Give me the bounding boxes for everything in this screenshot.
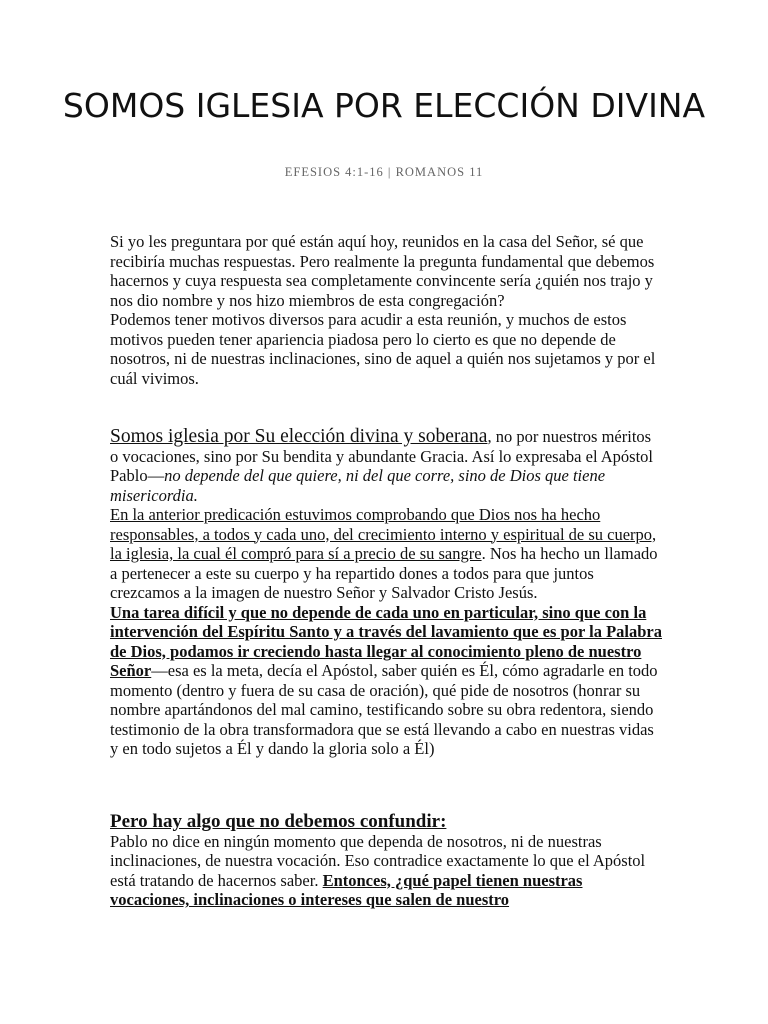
election-paragraph-1-text: , no por nuestros méritos o vocaciones, sino por Su bendita y abundante Gracia. Así lo expresaba el Apóstol Pablo— bbox=[110, 427, 653, 485]
election-section bbox=[110, 427, 662, 759]
section-lead-phrase: Somos iglesia por Su elección divina y soberana bbox=[110, 426, 488, 447]
confusion-paragraph-text: Pablo no dice en ningún momento que dependa de nosotros, ni de nuestras inclinaciones, de nuestra vocación. Eso contradice exactamente lo que el Apóstol está tratando de hacernos saber. bbox=[110, 831, 646, 890]
election-paragraph-1 bbox=[110, 427, 662, 505]
bold-underlined-question: Entonces, ¿qué papel tienen nuestras vocaciones, inclinaciones o intereses que salen de nuestro bbox=[110, 870, 583, 909]
intro-paragraph-2: Podemos tener motivos diversos para acudir a esta reunión, y muchos de estos motivos pueden tener apariencia piadosa pero lo cierto es que no depende de nosotros, ni de nuestras inclinaciones, sino de aquel a quién nos sujetamos y por el cuál vivimos. bbox=[110, 310, 656, 388]
election-paragraph-3-text: —esa es la meta, decía el Apóstol, saber quién es Él, cómo agradarle en todo momento (dentro y fuera de su casa de oración), qué pide de nosotros (honrar su nombre apartándonos del mal camino, testificando sobre su obra redentora, siendo testimonio de la obra transformadora que se está llevando a cabo en nuestras vidas y en todo sujetos a Él y dando la gloria solo a Él) bbox=[110, 661, 658, 758]
confusion-section bbox=[110, 812, 662, 910]
bold-underlined-statement: Una tarea difícil y que no depende de cada uno en particular, sino que con la intervención del Espíritu Santo y a través del lavamiento que es por la Palabra de Dios, podamos ir creciendo hasta llegar al conocimiento pleno de nuestro Señor bbox=[110, 602, 662, 680]
confusion-paragraph bbox=[110, 832, 662, 910]
section-heading: Pero hay algo que no debemos confundir: bbox=[110, 811, 447, 832]
election-paragraph-2 bbox=[110, 505, 662, 603]
intro-paragraph-1: Si yo les preguntara por qué están aquí hoy, reunidos en la casa del Señor, sé que recibiría muchas respuestas. Pero realmente la pregunta fundamental que debemos hacernos y cuya respuesta sea completamente convincente sería ¿quién nos trajo y nos dio nombre y nos hizo miembros de esta congregación? bbox=[110, 232, 655, 310]
document-subtitle: EFESIOS 4:1-16 | ROMANOS 11 bbox=[284, 165, 484, 179]
document-title: SOMOS IGLESIA POR ELECCIÓN DIVINA bbox=[62, 86, 706, 125]
intro-section bbox=[110, 232, 662, 388]
election-paragraph-2-text: . Nos ha hecho un llamado a pertenecer a este su cuerpo y ha repartido dones a todos para que juntos crezcamos a la imagen de nuestro Señor y Salvador Cristo Jesús. bbox=[110, 544, 658, 602]
scripture-quote: no depende del que quiere, ni del que corre, sino de Dios que tiene misericordia. bbox=[110, 466, 606, 505]
election-paragraph-3 bbox=[110, 603, 662, 759]
underlined-statement: En la anterior predicación estuvimos comprobando que Dios nos ha hecho responsables, a todos y cada uno, del crecimiento interno y espiritual de su cuerpo, la iglesia, la cual él compró para sí a precio de su sangre bbox=[110, 505, 657, 563]
